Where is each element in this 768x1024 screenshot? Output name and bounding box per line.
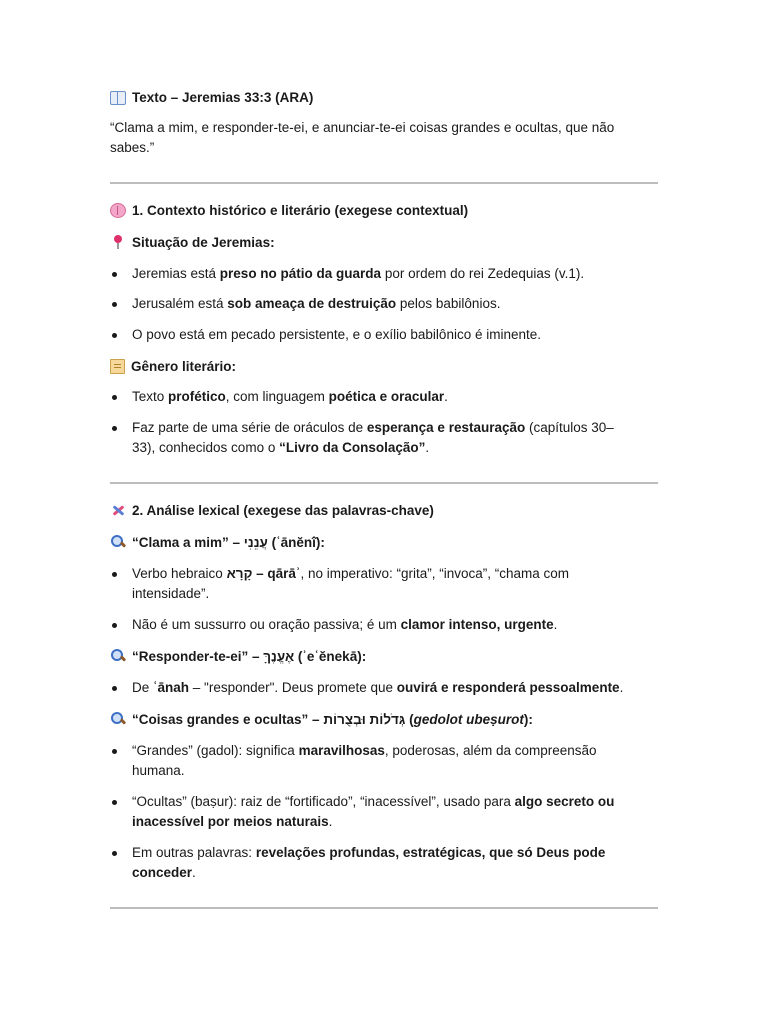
magnifier-icon — [110, 711, 126, 727]
text: . — [192, 865, 196, 880]
text: Em outras palavras: — [132, 845, 256, 860]
text-heading-label: Texto – Jeremias 33:3 (ARA) — [132, 90, 314, 105]
bold-text: profético — [168, 389, 226, 404]
list-item — [132, 741, 612, 781]
text: Texto — [132, 389, 169, 404]
bold-text: poética e oracular — [328, 389, 445, 404]
term3-title-a: “Coisas grandes e ocultas” – גְּדֹלוֹת וּבְצֻרוֹת ( — [132, 712, 414, 727]
text: , no imperativo: “grita”, “invoca”, “chama com intensidade”. — [132, 566, 570, 601]
text: pelos babilônios. — [396, 296, 501, 311]
term3-transliteration: gedolot ubeṣurot — [413, 712, 524, 727]
bold-text: maravilhosas — [298, 743, 385, 758]
divider — [110, 482, 658, 484]
text: “Ocultas” (baṣur): raiz de “fortificado”, “inacessível”, usado para — [132, 794, 515, 809]
text-heading — [110, 88, 313, 108]
bold-text: esperança e restauração — [366, 420, 526, 435]
genre-title: Gênero literário: — [131, 359, 237, 374]
list-item — [132, 264, 632, 284]
text: , poderosas, além da compreensão humana. — [132, 743, 597, 778]
bold-text: clamor intenso, urgente — [400, 617, 554, 632]
list-item — [132, 843, 612, 883]
term3-heading — [110, 710, 533, 730]
term3-title-c: ): — [523, 712, 533, 727]
text: – "responder". Deus promete que — [189, 680, 397, 695]
section1-heading — [110, 201, 468, 221]
list-item — [132, 564, 602, 604]
bold-text: “Livro da Consolação” — [279, 440, 426, 455]
verse-quote: “Clama a mim, e responder-te-ei, e anunciar-te-ei coisas grandes e ocultas, que não sabes.” — [110, 120, 615, 155]
open-book-icon — [110, 91, 126, 105]
text: Não é um sussurro ou oração passiva; é um — [132, 617, 401, 632]
list-item — [132, 792, 637, 832]
bold-text: ouvirá e responderá pessoalmente — [396, 680, 620, 695]
bold-text: sob ameaça de destruição — [227, 296, 397, 311]
magnifier-icon — [110, 534, 126, 550]
text: . — [425, 440, 430, 455]
text: Jerusalém está — [132, 296, 228, 311]
list-item — [132, 387, 632, 407]
divider — [110, 182, 658, 184]
section2-title: 2. Análise lexical (exegese das palavras-chave) — [132, 503, 434, 518]
text: . — [328, 814, 333, 829]
term2-heading — [110, 647, 366, 667]
text: Jeremias está — [132, 266, 220, 281]
section2-heading — [110, 501, 434, 521]
text: (capítulos 30–33), conhecidos como o — [132, 420, 614, 455]
list-item — [132, 294, 632, 314]
bold-text: preso no pátio da guarda — [219, 266, 382, 281]
dna-icon — [110, 502, 126, 518]
pushpin-icon — [110, 234, 126, 250]
term1-title: “Clama a mim” – עֲנֵנִי (ʿānĕnî): — [132, 535, 325, 550]
scroll-icon — [110, 359, 125, 374]
magnifier-icon — [110, 648, 126, 664]
bold-text: revelações profundas, estratégicas, que só Deus pode conceder — [132, 845, 606, 880]
situation-title: Situação de Jeremias: — [132, 235, 275, 250]
bold-text: ʿānah — [153, 680, 190, 695]
bold-text: קָרָא – qārāʾ — [226, 566, 301, 581]
text: “Grandes” (gadol): significa — [132, 743, 299, 758]
text: . — [619, 680, 624, 695]
list-item — [132, 615, 632, 635]
divider — [110, 907, 658, 909]
situation-heading — [110, 233, 275, 253]
term1-heading — [110, 533, 325, 553]
list-item — [132, 325, 632, 345]
list-item — [132, 418, 627, 458]
text: De — [132, 680, 154, 695]
genre-heading — [110, 357, 236, 377]
term2-title: “Responder-te-ei” – אֶעֱנֶךָּ (ʾeʿĕnekā): — [132, 649, 367, 664]
bold-text: algo secreto ou inacessível por meios naturais — [132, 794, 615, 829]
brain-icon — [110, 203, 126, 218]
text: . — [553, 617, 558, 632]
list-item — [132, 678, 652, 698]
text: . — [444, 389, 448, 404]
text: Faz parte de uma série de oráculos de — [132, 420, 367, 435]
text: , com linguagem — [225, 389, 329, 404]
text: Verbo hebraico — [132, 566, 227, 581]
section1-title: 1. Contexto histórico e literário (exegese contextual) — [132, 203, 469, 218]
text: por ordem do rei Zedequias (v.1). — [381, 266, 585, 281]
text: O povo está em pecado persistente, e o exílio babilônico é iminente. — [132, 327, 541, 342]
